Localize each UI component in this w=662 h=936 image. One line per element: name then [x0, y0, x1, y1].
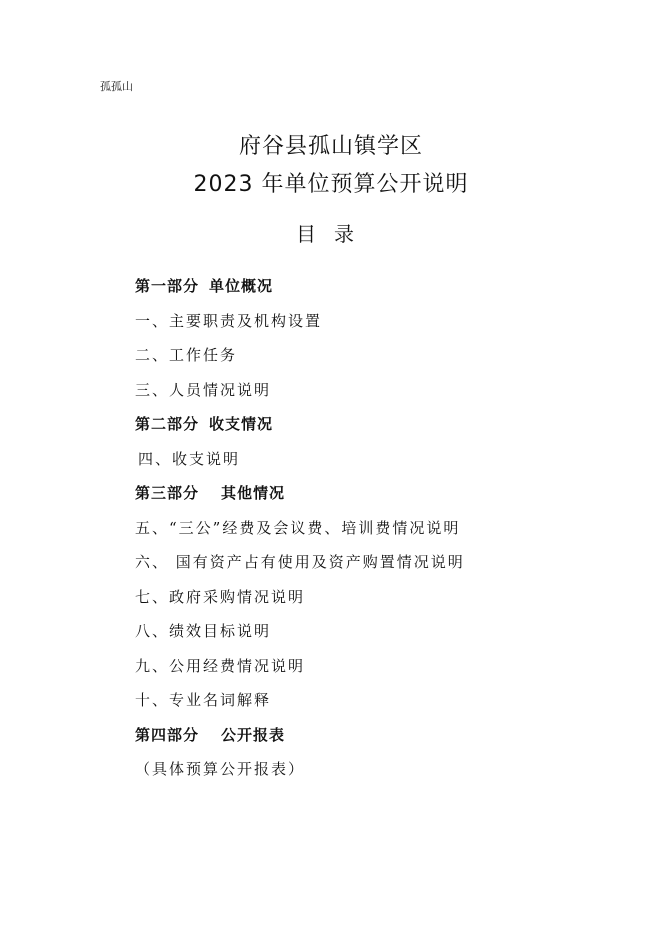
toc-part-number: 第二部分: [135, 415, 200, 433]
toc-part-label: 收支情况: [209, 415, 274, 433]
toc-item-4: 四、收支说明: [138, 449, 241, 468]
document-subtitle: 2023 年单位预算公开说明: [193, 172, 469, 197]
toc-part-1: [135, 274, 565, 309]
toc-item-5: 五、“三公”经费及会议费、培训费情况说明: [135, 518, 461, 537]
toc-part-label: 公开报表: [221, 725, 286, 744]
toc-part-number: 第一部分: [135, 277, 200, 295]
toc-part-label: 其他情况: [221, 484, 286, 502]
table-of-contents: [135, 274, 565, 792]
toc-part-label: 单位概况: [209, 277, 274, 295]
toc-item-3: 三、人员情况说明: [135, 380, 272, 399]
toc-part-number: 第四部分: [135, 725, 200, 744]
toc-item-7: 七、政府采购情况说明: [135, 587, 306, 606]
toc-part-4: [135, 723, 565, 758]
document-title: 府谷县孤山镇学区: [238, 134, 423, 159]
toc-item-6: 六、 国有资产占有使用及资产购置情况说明: [135, 553, 465, 571]
toc-part-3: [135, 481, 565, 516]
toc-item-10: 十、专业名词解释: [135, 691, 272, 709]
toc-item-9: 九、公用经费情况说明: [135, 656, 306, 675]
toc-item-1: 一、主要职责及机构设置: [135, 311, 323, 330]
toc-part-number: 第三部分: [135, 484, 200, 502]
toc-item-reports: （具体预算公开报表）: [135, 760, 306, 778]
toc-item-8: 八、绩效目标说明: [135, 622, 272, 640]
toc-part-2: [135, 412, 565, 447]
toc-item-2: 二、工作任务: [135, 346, 238, 364]
header-tag: 孤孤山: [100, 80, 133, 93]
toc-heading: 目录: [296, 222, 372, 246]
